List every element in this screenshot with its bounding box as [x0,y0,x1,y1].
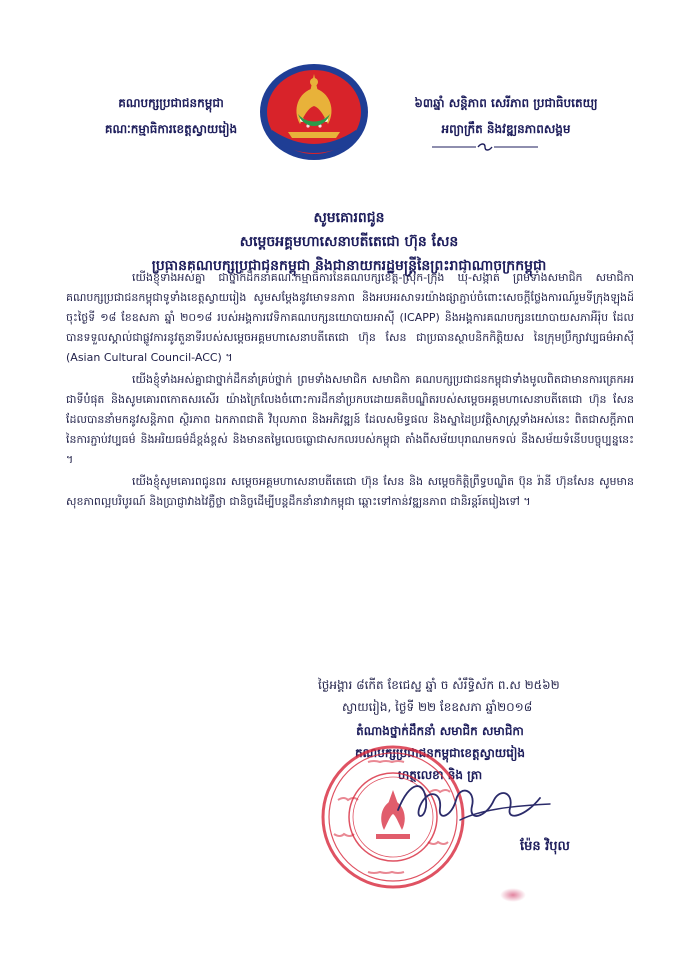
signer-name: ម៉ែន វិបុល [520,839,570,854]
paragraph-1: យើងខ្ញុំទាំងអស់គ្នា ជាថ្នាក់ដឹកនាំគណៈកម្មាធិការនៃគណបក្សខេត្ត-ស្រុក-ក្រុង ឃុំ-សង្កាត់ ព្រមទាំងសមាជិក សមាជិកា គណបក្សប្រជាជនកម្ពុជាទូទាំងខេត្តស្វាយរៀង សូមសម្តែងនូវមោទនភាព និងអបអរសាទរយ៉ាងផ្សាភ្ជាប់ចំពោះសេចក្តីថ្លែងការណ៍រួមទីក្រុងឡុងដ៍ ចុះថ្ងៃទី ១៨ ខែឧសភា ឆ្នាំ ២០១៨ របស់អង្គការវេទិកាគណបក្សនយោបាយអាស៊ី (ICAPP) និងអង្គការគណបក្សនយោបាយសភាអឺរ៉ុប ដែលបានទទួលស្គាល់ជាផ្លូវការនូវតួនាទីរបស់សម្តេចអគ្គមហាសេនាបតីតេជោ ហ៊ុន សែន ជាប្រធានស្ថាបនិកកិត្តិយស នៃក្រុមប្រឹក្សាវប្បធម៌អាស៊ី (Asian Cultural Council-ACC) ។ [66,271,634,364]
signatory-role: តំណាងថ្នាក់ដឹកនាំ សមាជិក សមាជិកា [356,724,524,738]
recipient-title: ប្រធានគណបក្សប្រជាជនកម្ពុជា និងជានាយករដ្ឋមន្ត្រីនៃព្រះរាជាណាចក្រកម្ពុជា [151,258,547,274]
handwritten-signature [390,770,560,840]
letter-body [66,268,634,512]
ink-smudge [500,888,526,902]
motto-line-1: ៦៣ឆ្នាំ សន្តិភាព សេរីភាព ប្រជាធិបតេយ្យ [414,96,598,110]
provincial-committee: គណៈកម្មាធិការខេត្តស្វាយរៀង [104,122,238,136]
signatory-organization: គណបក្សប្រជាជនកម្ពុជាខេត្តស្វាយរៀង [354,746,526,760]
paragraph-3: យើងខ្ញុំសូមគោរពជូនពរ សម្តេចអគ្គមហាសេនាបតីតេជោ ហ៊ុន សែន និង សម្តេចកិត្តិព្រឹទ្ធបណ្ឌិត ប៊ុន រ៉ានី ហ៊ុនសែន សូមមានសុខភាពល្អបរិបូរណ៍ និងប្រាជ្ញាវាងវៃភ្លឺថ្លា ជានិច្ចដើម្បីបន្តដឹកនាំនាវាកម្ពុជា ឆ្ពោះទៅកាន់វឌ្ឍនភាព ជានិរន្តរ៍តរៀងទៅ ។ [66,475,634,508]
motto-header-right [376,90,636,142]
party-logo [258,62,370,162]
lunar-date: ថ្ងៃអង្គារ ៨កើត ខែជេស្ឋ ឆ្នាំ ច សំរឹទ្ធិស័ក ព.ស ២៥៦២ [318,678,560,692]
signature-and-seal-label: ហត្ថលេខា និង ត្រា [397,768,483,782]
motto-line-2: អព្យាក្រឹត និងវឌ្ឍនភាពសង្គម [441,122,571,136]
salutation-greeting: សូមគោរពជូន [313,210,385,226]
date-block [300,674,620,718]
flourish-divider [430,142,540,152]
party-name: គណបក្សប្រជាជនកម្ពុជា [118,96,224,110]
recipient-name: សម្តេចអគ្គមហាសេនាបតីតេជោ ហ៊ុន សែន [239,234,459,250]
solar-date: ស្វាយរៀង, ថ្ងៃទី ២២ ខែឧសភា ឆ្នាំ២០១៨ [342,700,533,714]
party-header-left [86,90,256,142]
paragraph-2: យើងខ្ញុំទាំងអស់គ្នាជាថ្នាក់ដឹកនាំគ្រប់ថ្នាក់ ព្រមទាំងសមាជិក សមាជិកា គណបក្សប្រជាជនកម្ពុជាទាំងមូលពិតជាមានការត្រេកអរជាទីបំផុត និងសូមគោរពកោតសរសើរ យ៉ាងក្រៃលែងចំពោះការដឹកនាំប្រកបដោយគតិបណ្ឌិតរបស់សម្តេចអគ្គមហាសេនាបតីតេជោ ហ៊ុន សែន ដែលបាននាំមកនូវសន្តិភាព ស្ថិរភាព ឯកភាពជាតិ វិបុលភាព និងអភិវឌ្ឍន៍ ដែលសមិទ្ធផល និងស្នាដៃប្រវត្តិសាស្ត្រទាំងអស់នេះ ពិតជាសក្តីភាពនៃការភ្ជាប់វប្បធម៌ និងអរិយធម៌ដ៏ខ្ពង់ខ្ពស់ និងមានតម្លៃលេចធ្លោជាសកលរបស់កម្ពុជា តាំងពីសម័យបុរាណមកទល់ នឹងសម័យទំនើបបច្ចុប្បន្ននេះ ។ [66,373,634,466]
